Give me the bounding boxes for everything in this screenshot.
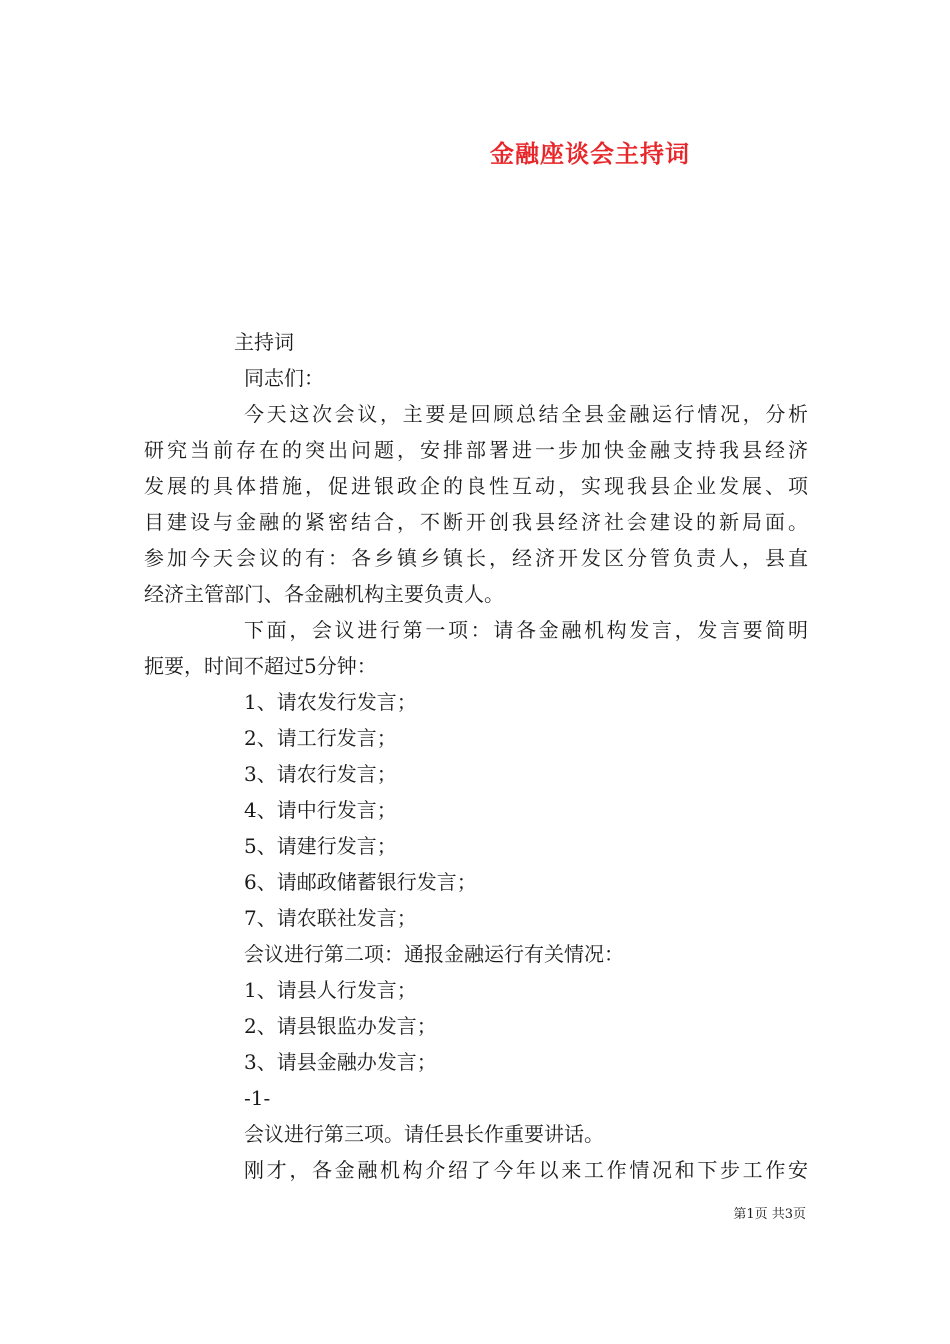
text-line: 7、请农联社发言；: [244, 906, 417, 930]
text-line: 参加今天会议的有：各乡镇乡镇长，经济开发区分管负责人，县直: [144, 546, 808, 570]
text-line: 扼要，时间不超过5分钟：: [144, 654, 377, 678]
text-line: 会议进行第三项。请任县长作重要讲话。: [244, 1122, 604, 1146]
text-line: 同志们：: [244, 366, 324, 390]
text-line: 会议进行第二项：通报金融运行有关情况：: [244, 942, 624, 966]
page-footer: 第1页 共3页: [733, 1207, 806, 1222]
text-line: 下面，会议进行第一项：请各金融机构发言，发言要简明: [244, 618, 808, 642]
text-line: 今天这次会议，主要是回顾总结全县金融运行情况，分析: [244, 402, 808, 426]
text-line: 4、请中行发言；: [244, 798, 397, 822]
text-line: 2、请县银监办发言；: [244, 1014, 437, 1038]
text-line: 3、请农行发言；: [244, 762, 397, 786]
text-line: 5、请建行发言；: [244, 834, 397, 858]
text-line: 1、请县人行发言；: [244, 978, 417, 1002]
text-line: 目建设与金融的紧密结合，不断开创我县经济社会建设的新局面。: [144, 510, 808, 534]
text-line: 6、请邮政储蓄银行发言；: [244, 870, 477, 894]
text-line: 刚才，各金融机构介绍了今年以来工作情况和下步工作安: [244, 1158, 808, 1182]
document-body: [144, 324, 808, 1188]
document-title: 金融座谈会主持词: [490, 139, 690, 168]
text-line: -1-: [244, 1086, 271, 1110]
text-line: 2、请工行发言；: [244, 726, 397, 750]
text-line: 3、请县金融办发言；: [244, 1050, 437, 1074]
text-line: 发展的具体措施，促进银政企的良性互动，实现我县企业发展、项: [144, 474, 808, 498]
text-line: 研究当前存在的突出问题，安排部署进一步加快金融支持我县经济: [144, 438, 808, 462]
text-line: 主持词: [234, 330, 294, 354]
title-area: [0, 0, 950, 200]
text-line: 1、请农发行发言；: [244, 690, 417, 714]
text-line: 经济主管部门、各金融机构主要负责人。: [144, 582, 504, 606]
